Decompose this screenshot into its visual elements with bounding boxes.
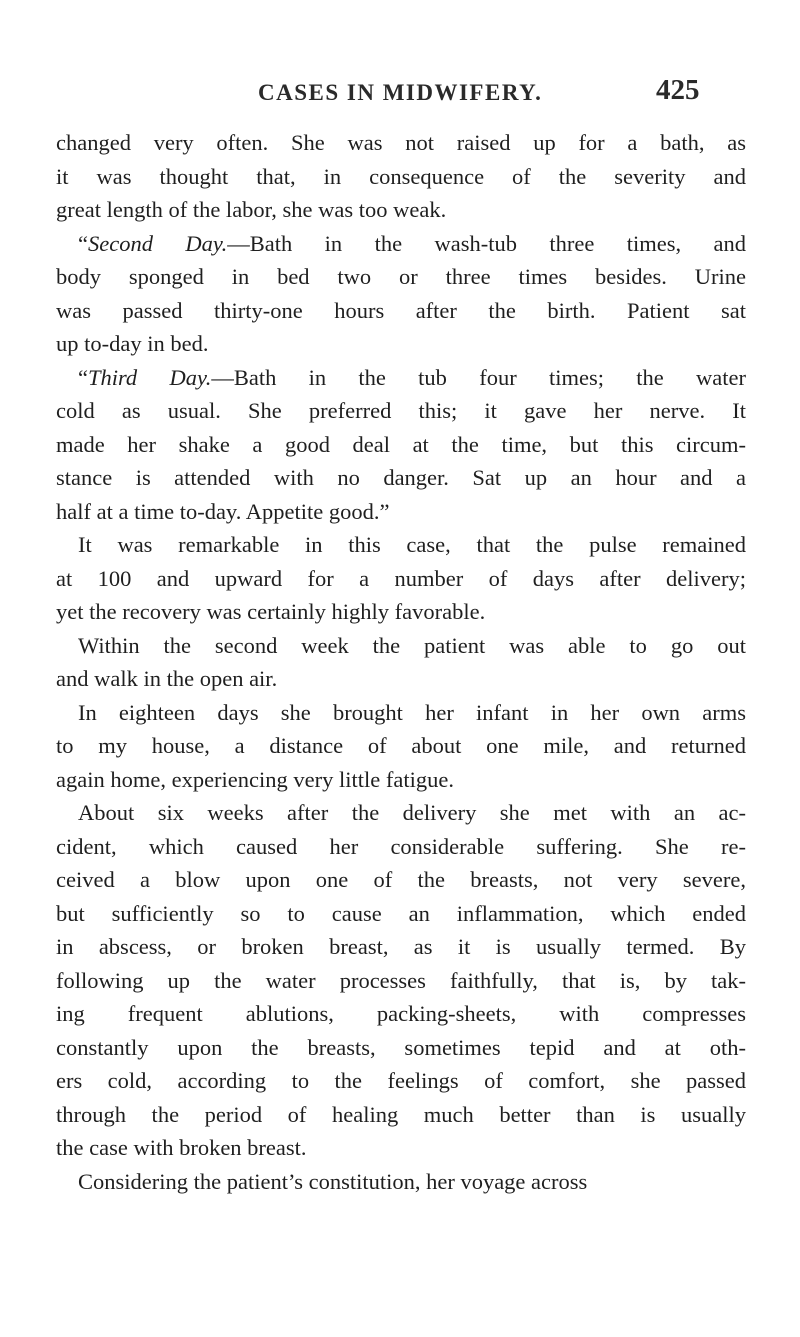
text-line: again home, experiencing very little fatigue. [56,766,454,792]
text-line: ing frequent ablutions, packing-sheets, with compresses [56,1001,746,1026]
text-line: cident, which caused her considerable suffering. She re- [56,833,746,859]
text-line: Within the second week the patient was able to go out [78,632,746,658]
text-line: and walk in the open air. [56,666,278,691]
text-line: “Second Day.—Bath in the wash-tub three times, and [78,230,746,256]
text-line: ceived a blow upon one of the breasts, not very severe, [56,867,746,892]
text-line: constantly upon the breasts, sometimes tepid and at oth- [56,1034,746,1060]
text-line: About six weeks after the delivery she met with an ac- [78,800,746,825]
text-line: following up the water processes faithfully, that is, by tak- [56,967,746,993]
page-number: 425 [656,74,700,106]
running-head [0,74,800,120]
running-head-title: CASES IN MIDWIFERY. [258,80,543,105]
text-line: in abscess, or broken breast, as it is usually termed. By [56,934,746,959]
text-line: but sufficiently so to cause an inflammation, which ended [56,900,746,926]
text-line: through the period of healing much better than is usually [56,1101,746,1127]
text-line: was passed thirty-one hours after the birth. Patient sat [56,297,746,323]
text-line: to my house, a distance of about one mile, and returned [56,733,746,758]
text-line: yet the recovery was certainly highly favorable. [56,599,486,624]
text-line: made her shake a good deal at the time, but this circum- [56,431,746,457]
text-line: body sponged in bed two or three times besides. Urine [56,264,746,289]
text-line: changed very often. She was not raised up for a bath, as [56,130,746,155]
text-line: Considering the patient’s constitution, her voyage across [78,1168,588,1194]
text-line: It was remarkable in this case, that the pulse remained [78,532,746,557]
text-line: the case with broken breast. [56,1135,307,1160]
text-line: great length of the labor, she was too weak. [56,197,447,222]
text-line: it was thought that, in consequence of the severity and [56,163,746,189]
text-line: “Third Day.—Bath in the tub four times; the water [78,364,746,390]
text-line: cold as usual. She preferred this; it gave her nerve. It [56,398,746,423]
body-text [56,126,746,1198]
text-line: at 100 and upward for a number of days after delivery; [56,565,746,591]
text-line: half at a time to-day. Appetite good.” [56,498,390,524]
text-line: stance is attended with no danger. Sat up an hour and a [56,465,746,490]
text-line: In eighteen days she brought her infant in her own arms [78,699,746,725]
text-line: up to-day in bed. [56,331,209,356]
text-line: ers cold, according to the feelings of comfort, she passed [56,1068,746,1093]
